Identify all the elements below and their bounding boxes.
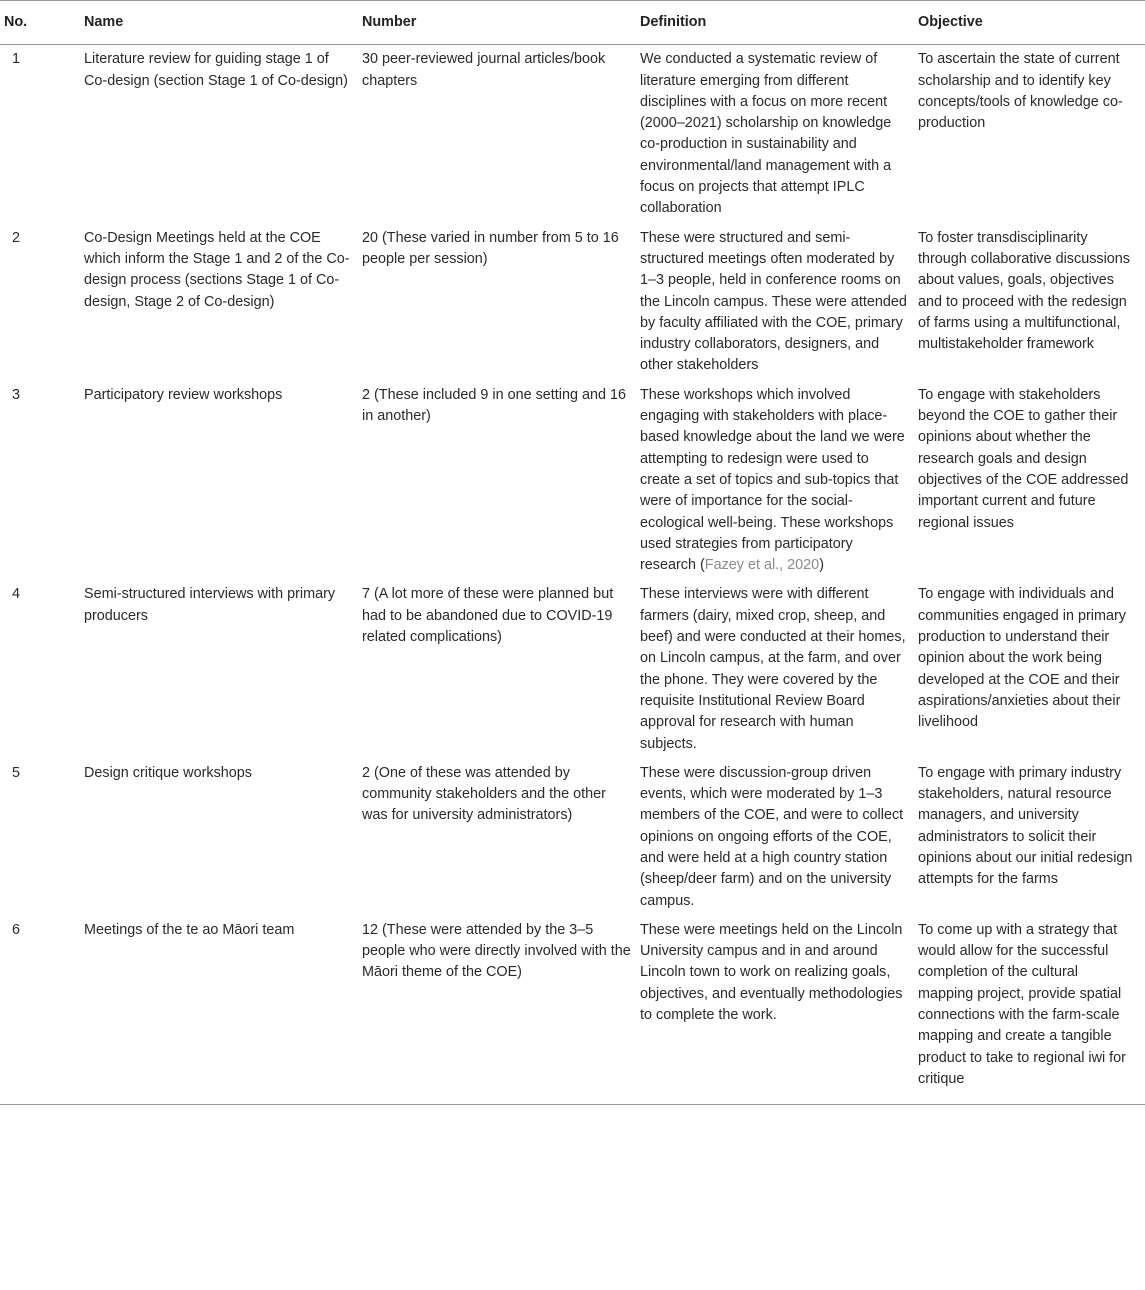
cell-definition [640, 381, 918, 581]
definition-text: We conducted a systematic review of literature emerging from different disciplines with a focus on more recent (2000–2021) scholarship on knowledge co-production in sustainability and environmental/land management with a focus on projects that attempt IPLC collaboration [640, 51, 892, 217]
table-row [0, 759, 1145, 916]
cell-number: 12 (These were attended by the 3–5 people who were directly involved with the Māori theme of the COE) [362, 921, 631, 981]
cell-definition [640, 224, 918, 381]
header-objective: Objective [918, 14, 983, 30]
cell-no: 2 [12, 229, 21, 246]
cell-definition [640, 45, 918, 224]
cell-objective: To engage with primary industry stakeholders, natural resource managers, and university administrators to solicit their opinions about our initial redesign attempts for the farms [918, 764, 1133, 888]
cell-objective: To engage with stakeholders beyond the COE to gather their opinions about whether the research goals and design objectives of the COE addressed important current and future regional issues [918, 386, 1129, 531]
cell-number: 2 (One of these was attended by community stakeholders and the other was for university administrators) [362, 764, 606, 824]
table-row [0, 916, 1145, 1105]
cell-no: 3 [12, 386, 21, 403]
cell-number: 2 (These included 9 in one setting and 16 in another) [362, 386, 627, 425]
definition-text: These interviews were with different farmers (dairy, mixed crop, sheep, and beef) and were conducted at their homes, on Lincoln campus, at the farm, and over the phone. They were covered by the requisite Institutional Review Board approval for research with human subjects. [640, 586, 906, 752]
cell-objective: To come up with a strategy that would allow for the successful completion of the cultural mapping project, provide spatial connections with the farm-scale mapping and create a tangible product to take to regional iwi for critique [918, 921, 1126, 1087]
cell-definition [640, 759, 918, 916]
cell-no: 6 [12, 921, 21, 938]
header-number: Number [362, 14, 417, 30]
cell-definition [640, 580, 918, 758]
definition-text: These workshops which involved engaging with stakeholders with place-based knowledge about the land we were attempting to redesign were used to create a set of topics and sub-topics that were of importance for the social-ecological well-being. These workshops used strategies from participatory research ( [640, 386, 905, 574]
definition-text: These were discussion-group driven events, which were moderated by 1–3 members of the COE, and were to collect opinions on ongoing efforts of the COE, and were held at a high country station (sheep/deer farm) and on the university campus. [640, 764, 904, 909]
cell-name: Meetings of the te ao Māori team [84, 921, 295, 938]
cell-number: 7 (A lot more of these were planned but had to be abandoned due to COVID-19 related complications) [362, 586, 614, 646]
cell-objective: To ascertain the state of current scholarship and to identify key concepts/tools of knowledge co-production [918, 51, 1123, 132]
cell-name: Literature review for guiding stage 1 of Co-design (section Stage 1 of Co-design) [84, 51, 348, 89]
table-row [0, 224, 1145, 381]
cell-no: 4 [12, 586, 21, 603]
table-row [0, 45, 1145, 224]
cell-name: Co-Design Meetings held at the COE which inform the Stage 1 and 2 of the Co-design process (sections Stage 1 of Co-design, Stage 2 of Co-design) [84, 229, 350, 310]
header-no: No. [4, 14, 28, 30]
definition-text: These were meetings held on the Lincoln University campus and in and around Lincoln town to work on realizing goals, objectives, and eventually methodologies to complete the work. [640, 921, 903, 1024]
table-row [0, 381, 1145, 581]
definition-tail: ) [819, 557, 824, 574]
cell-number: 20 (These varied in number from 5 to 16 people per session) [362, 229, 619, 267]
cell-objective: To foster transdisciplinarity through collaborative discussions about values, goals, objectives and to proceed with the redesign of farms using a multifunctional, multistakeholder framework [918, 229, 1130, 353]
header-row [0, 1, 1145, 45]
cell-name: Design critique workshops [84, 764, 252, 781]
citation-link[interactable]: Fazey et al., 2020 [704, 557, 820, 574]
cell-no: 5 [12, 764, 21, 781]
header-name: Name [84, 14, 124, 30]
cell-objective: To engage with individuals and communities engaged in primary production to understand their opinion about the work being developed at the COE and their aspirations/anxieties about their livelihood [918, 586, 1126, 731]
header-definition: Definition [640, 14, 707, 30]
cell-name: Participatory review workshops [84, 386, 283, 403]
definition-text: These were structured and semi-structured meetings often moderated by 1–3 people, held in conference rooms on the Lincoln campus. These were attended by faculty affiliated with the COE, primary industry collaborators, designers, and other stakeholders [640, 229, 907, 374]
cell-no: 1 [12, 51, 21, 68]
table-row [0, 580, 1145, 758]
cell-name: Semi-structured interviews with primary producers [84, 586, 336, 624]
cell-number: 30 peer-reviewed journal articles/book chapters [362, 51, 606, 89]
cell-definition [640, 916, 918, 1105]
